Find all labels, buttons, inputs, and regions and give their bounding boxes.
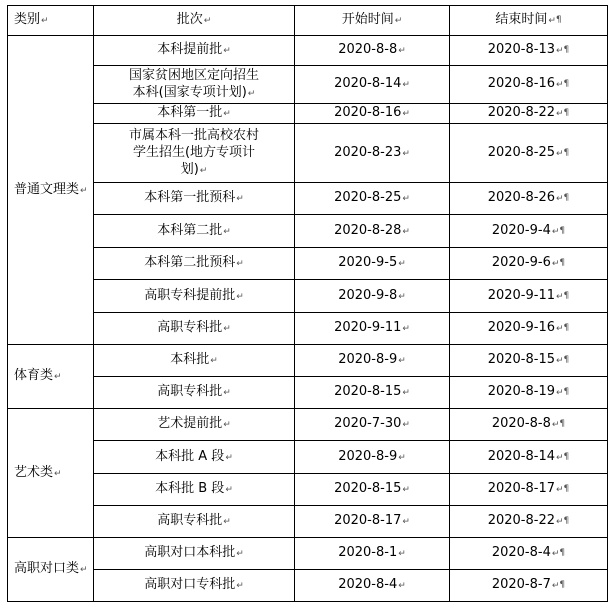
end-time-cell: 2020-8-14↵¶ xyxy=(450,441,608,474)
table-row xyxy=(8,36,608,66)
batch-cell: 市属本科一批高校农村 学生招生(地方专项计 划)↵ xyxy=(94,124,295,183)
batch-cell: 高职对口专科批↵ xyxy=(94,570,295,602)
batch-cell: 高职专科批↵ xyxy=(94,506,295,538)
batch-cell: 高职专科提前批↵ xyxy=(94,280,295,313)
batch-cell: 本科批↵ xyxy=(94,345,295,377)
start-time-cell: 2020-8-28↵ xyxy=(295,215,450,248)
end-time-cell: 2020-8-4↵¶ xyxy=(450,538,608,570)
batch-cell: 本科第二批预科↵ xyxy=(94,248,295,280)
end-time-cell: 2020-8-26↵¶ xyxy=(450,183,608,215)
batch-cell: 本科批 A 段↵ xyxy=(94,441,295,474)
end-time-cell: 2020-8-7↵¶ xyxy=(450,570,608,602)
table-row xyxy=(8,441,608,474)
batch-cell: 本科第一批↵ xyxy=(94,104,295,124)
table-row xyxy=(8,570,608,602)
header-start-time: 开始时间↵ xyxy=(295,6,450,36)
batch-cell: 高职专科批↵ xyxy=(94,313,295,345)
table-row xyxy=(8,377,608,409)
admission-schedule-table xyxy=(7,5,608,602)
table-row xyxy=(8,124,608,183)
end-time-cell: 2020-8-19↵¶ xyxy=(450,377,608,409)
start-time-cell: 2020-8-14↵ xyxy=(295,66,450,104)
end-time-cell: 2020-9-11↵¶ xyxy=(450,280,608,313)
table-row xyxy=(8,104,608,124)
end-time-cell: 2020-9-16↵¶ xyxy=(450,313,608,345)
end-time-cell: 2020-8-22↵¶ xyxy=(450,506,608,538)
start-time-cell: 2020-7-30↵ xyxy=(295,409,450,441)
start-time-cell: 2020-9-11↵ xyxy=(295,313,450,345)
batch-cell: 高职专科批↵ xyxy=(94,377,295,409)
batch-cell: 艺术提前批↵ xyxy=(94,409,295,441)
category-cell: 普通文理类↵ xyxy=(8,36,94,345)
start-time-cell: 2020-8-23↵ xyxy=(295,124,450,183)
start-time-cell: 2020-8-8↵ xyxy=(295,36,450,66)
table-row xyxy=(8,280,608,313)
batch-cell: 本科提前批↵ xyxy=(94,36,295,66)
end-time-cell: 2020-8-16↵¶ xyxy=(450,66,608,104)
table-header-row xyxy=(8,6,608,36)
table-row xyxy=(8,183,608,215)
category-cell: 体育类↵ xyxy=(8,345,94,409)
batch-cell: 本科批 B 段↵ xyxy=(94,474,295,506)
batch-cell: 高职对口本科批↵ xyxy=(94,538,295,570)
header-category: 类别↵ xyxy=(8,6,94,36)
start-time-cell: 2020-8-15↵ xyxy=(295,474,450,506)
end-time-cell: 2020-9-6↵¶ xyxy=(450,248,608,280)
table-row xyxy=(8,248,608,280)
batch-cell: 国家贫困地区定向招生 本科(国家专项计划)↵ xyxy=(94,66,295,104)
end-time-cell: 2020-8-22↵¶ xyxy=(450,104,608,124)
header-batch: 批次↵ xyxy=(94,6,295,36)
end-time-cell: 2020-9-4↵¶ xyxy=(450,215,608,248)
start-time-cell: 2020-8-4↵ xyxy=(295,570,450,602)
table-row xyxy=(8,538,608,570)
category-cell: 艺术类↵ xyxy=(8,409,94,538)
table-row xyxy=(8,313,608,345)
table-row xyxy=(8,345,608,377)
start-time-cell: 2020-8-9↵ xyxy=(295,441,450,474)
start-time-cell: 2020-9-5↵ xyxy=(295,248,450,280)
start-time-cell: 2020-8-15↵ xyxy=(295,377,450,409)
table-row xyxy=(8,409,608,441)
start-time-cell: 2020-8-9↵ xyxy=(295,345,450,377)
table-row xyxy=(8,215,608,248)
end-time-cell: 2020-8-15↵¶ xyxy=(450,345,608,377)
table-row xyxy=(8,474,608,506)
end-time-cell: 2020-8-17↵¶ xyxy=(450,474,608,506)
start-time-cell: 2020-9-8↵ xyxy=(295,280,450,313)
start-time-cell: 2020-8-1↵ xyxy=(295,538,450,570)
category-cell: 高职对口类↵ xyxy=(8,538,94,602)
header-end-time: 结束时间↵¶ xyxy=(450,6,608,36)
batch-cell: 本科第一批预科↵ xyxy=(94,183,295,215)
start-time-cell: 2020-8-16↵ xyxy=(295,104,450,124)
end-time-cell: 2020-8-13↵¶ xyxy=(450,36,608,66)
start-time-cell: 2020-8-25↵ xyxy=(295,183,450,215)
end-time-cell: 2020-8-25↵¶ xyxy=(450,124,608,183)
table-row xyxy=(8,506,608,538)
start-time-cell: 2020-8-17↵ xyxy=(295,506,450,538)
batch-cell: 本科第二批↵ xyxy=(94,215,295,248)
table-row xyxy=(8,66,608,104)
end-time-cell: 2020-8-8↵¶ xyxy=(450,409,608,441)
